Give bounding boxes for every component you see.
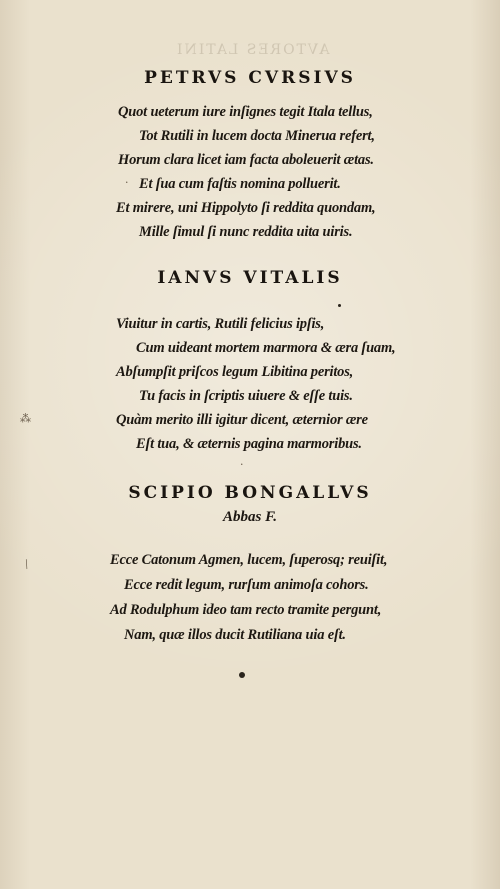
verse-line: Ecce redit legum, rurſum animoſa cohors. bbox=[124, 577, 369, 593]
section-heading-cursius: PETRVS CVRSIVS bbox=[144, 68, 356, 88]
section-subheading: Abbas F. bbox=[223, 509, 277, 525]
verse-line: Viuitur in cartis, Rutili felicius ipſis, bbox=[116, 316, 325, 332]
paper-speck: ⁂ bbox=[20, 412, 31, 425]
verse-line: Quàm merito illi igitur dicent, æternior ære bbox=[116, 412, 368, 428]
verse-line: Et ſua cum faſtis nomina polluerit. bbox=[139, 176, 341, 192]
verse-line: Ad Rodulphum ideo tam recto tramite pergunt, bbox=[110, 602, 382, 618]
printer-mark bbox=[338, 304, 341, 307]
verse-line: Tot Rutili in lucem docta Minerua refert, bbox=[139, 128, 375, 144]
verse-line: Ecce Catonum Agmen, lucem, ſuperosq; reuiſit, bbox=[110, 552, 388, 568]
paper-speck: · bbox=[240, 458, 244, 471]
ornament-dot bbox=[239, 672, 245, 678]
verse-line: Cum uideant mortem marmora & æra ſuam, bbox=[136, 340, 396, 356]
bleed-through-text: AVTORES LATINI bbox=[175, 42, 330, 58]
paper-speck: · bbox=[125, 176, 129, 189]
paper-speck: ⁄ bbox=[22, 558, 32, 571]
section-heading-vitalis: IANVS VITALIS bbox=[157, 268, 343, 288]
verse-line: Nam, quæ illos ducit Rutiliana uia eſt. bbox=[124, 627, 346, 643]
section-heading-bongallus: SCIPIO BONGALLVS bbox=[128, 483, 372, 503]
verse-line: Eſt tua, & æternis pagina marmoribus. bbox=[136, 436, 362, 452]
verse-line: Horum clara licet iam facta aboleuerit ætas. bbox=[118, 152, 374, 168]
verse-line: Quot ueterum iure inſignes tegit Itala tellus, bbox=[118, 104, 373, 120]
verse-line: Tu facis in ſcriptis uiuere & eſſe tuis. bbox=[139, 388, 353, 404]
verse-line: Abſumpſit priſcos legum Libitina peritos, bbox=[116, 364, 354, 380]
verse-line: Mille ſimul ſi nunc reddita uita uiris. bbox=[139, 224, 353, 240]
verse-line: Et mirere, uni Hippolyto ſi reddita quondam, bbox=[116, 200, 376, 216]
